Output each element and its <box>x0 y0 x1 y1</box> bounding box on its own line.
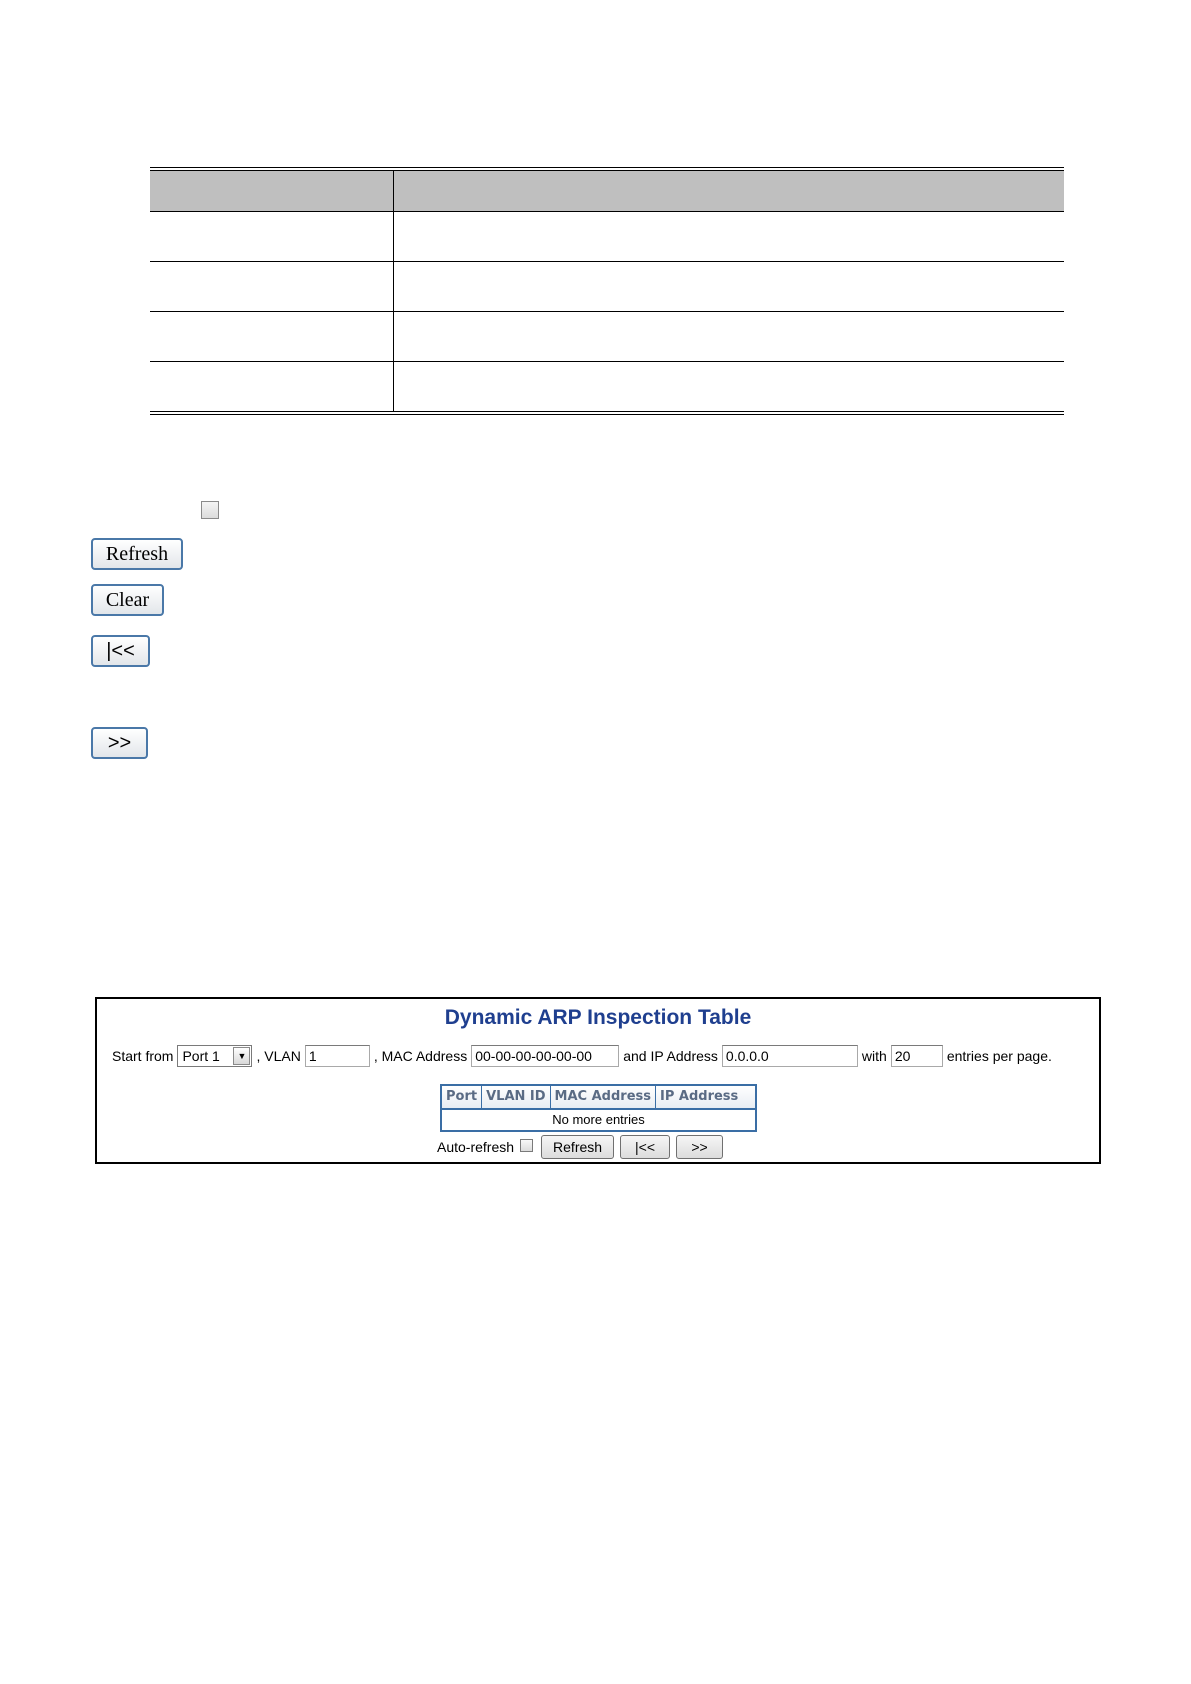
panel-title: Dynamic ARP Inspection Table <box>444 1006 752 1029</box>
ip-address-input[interactable]: 0.0.0.0 <box>722 1045 858 1067</box>
entries-per-page-input[interactable]: 20 <box>891 1045 943 1067</box>
refresh-button[interactable]: Refresh <box>541 1135 614 1159</box>
parameter-table-header <box>150 171 1064 212</box>
entries-per-page-label: entries per page. <box>946 1048 1052 1064</box>
column-header-ip-address: IP Address <box>660 1089 739 1104</box>
column-header-port: Port <box>442 1086 482 1108</box>
next-page-button[interactable]: >> <box>91 727 148 759</box>
column-header-vlan-id: VLAN ID <box>482 1086 550 1108</box>
param-desc-cell <box>394 262 1064 311</box>
filter-line <box>112 1044 1056 1068</box>
table-controls <box>437 1135 729 1159</box>
auto-refresh-label: Auto-refresh <box>437 1139 515 1155</box>
header-cell-description <box>394 171 1064 211</box>
auto-refresh-checkbox[interactable] <box>520 1139 533 1152</box>
clear-button[interactable]: Clear <box>91 584 164 616</box>
arp-result-table <box>440 1084 757 1132</box>
column-header-mac-address: MAC Address <box>551 1086 656 1108</box>
param-cell <box>150 212 394 261</box>
refresh-button[interactable]: Refresh <box>91 538 183 570</box>
chevron-down-icon[interactable]: ▼ <box>233 1047 250 1065</box>
next-page-button[interactable]: >> <box>676 1135 723 1159</box>
param-desc-cell <box>394 212 1064 261</box>
arp-inspection-panel <box>95 997 1101 1164</box>
param-cell <box>150 362 394 411</box>
empty-table-message: No more entries <box>552 1112 645 1127</box>
vlan-label: , VLAN <box>256 1048 301 1064</box>
first-page-button[interactable]: |<< <box>91 635 150 667</box>
port-select[interactable] <box>177 1045 252 1067</box>
param-desc-cell <box>394 312 1064 361</box>
auto-refresh-checkbox[interactable] <box>201 501 219 519</box>
mac-label: , MAC Address <box>373 1048 468 1064</box>
vlan-input[interactable]: 1 <box>305 1045 370 1067</box>
param-desc-cell <box>394 362 1064 411</box>
mac-address-input[interactable]: 00-00-00-00-00-00 <box>471 1045 619 1067</box>
start-from-label: Start from <box>112 1048 174 1064</box>
with-label: with <box>861 1048 887 1064</box>
parameter-row <box>150 312 1064 362</box>
ip-label: and IP Address <box>623 1048 718 1064</box>
parameter-row <box>150 212 1064 262</box>
parameter-table <box>150 167 1064 415</box>
result-table-header <box>442 1086 755 1110</box>
parameter-row <box>150 262 1064 312</box>
param-cell <box>150 262 394 311</box>
param-cell <box>150 312 394 361</box>
first-page-button[interactable]: |<< <box>620 1135 670 1159</box>
port-select-value: Port 1 <box>182 1048 220 1064</box>
parameter-row <box>150 362 1064 411</box>
header-cell-object <box>150 171 394 211</box>
